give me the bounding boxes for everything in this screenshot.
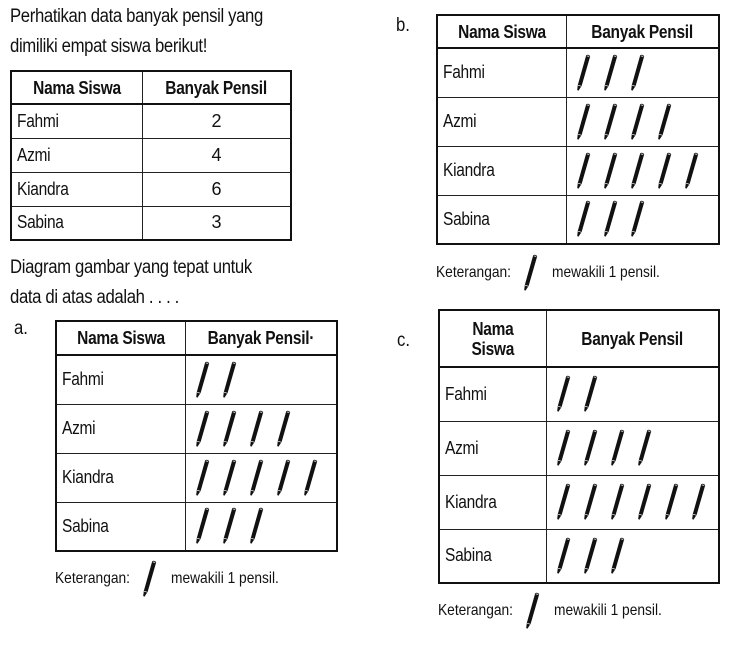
table-row [11,206,291,240]
pencil-group [567,152,718,190]
option-a-legend [55,560,297,598]
pencil-icon [222,410,249,448]
pencil-group [547,483,718,521]
pencil-icon [148,560,161,598]
pencil-icon [583,375,610,413]
table-row [439,421,719,475]
pencil-cell [547,421,720,475]
pencil-icon [276,410,303,448]
pencil-cell [547,475,720,529]
pencil-icon [630,54,657,92]
row-name: Sabina [56,502,186,551]
row-name: Azmi [437,97,567,146]
pencil-icon [222,361,249,399]
row-name: Azmi [439,421,547,475]
legend-suffix: mewakili 1 pensil. [171,570,280,587]
pencil-icon [603,200,630,238]
intro-line-2: dimiliki empat siswa berikut! [10,36,207,57]
pencil-group [186,361,336,399]
legend-suffix: mewakili 1 pensil. [554,602,663,619]
row-name: Sabina [437,195,567,244]
pencil-icon [630,152,657,190]
table-row [11,172,291,206]
row-name: Kiandra [11,172,143,206]
row-name: Fahmi [11,104,143,138]
option-b-label[interactable]: b. [396,15,410,36]
header-nama-siswa: Nama Siswa [56,321,186,355]
pencil-icon [249,459,276,497]
row-name: Fahmi [439,367,547,421]
table-row [437,195,719,244]
question-prompt [10,253,252,313]
legend-suffix: mewakili 1 pensil. [552,264,661,281]
pencil-icon [657,103,684,141]
pencil-icon [576,200,603,238]
pencil-icon [531,592,544,630]
pencil-group [547,429,718,467]
pencil-icon [610,483,637,521]
table-row [11,138,291,172]
option-a-label[interactable]: a. [14,318,28,339]
legend-prefix: Keterangan: [438,602,513,619]
pencil-icon [195,361,222,399]
pencil-icon [556,537,583,575]
pencil-icon [529,254,542,292]
pencil-icon [576,152,603,190]
legend-prefix: Keterangan: [436,264,511,281]
intro-line-1: Perhatikan data banyak pensil yang [10,6,263,27]
row-name: Fahmi [437,48,567,97]
pencil-group [186,507,336,545]
prompt-line-2: data di atas adalah . . . . [10,287,179,308]
pencil-icon [637,429,664,467]
pencil-icon [610,537,637,575]
row-name: Azmi [11,138,143,172]
pencil-cell [547,367,720,421]
pencil-cell [567,195,720,244]
pencil-icon [664,483,691,521]
option-c-header [439,310,719,367]
table-row [437,48,719,97]
header-banyak-pensil: Banyak Pensil [547,310,720,367]
pencil-icon [195,459,222,497]
pencil-icon [691,483,718,521]
pencil-icon [583,537,610,575]
option-c-table [438,309,720,584]
pencil-group [186,410,336,448]
legend-prefix: Keterangan: [55,570,130,587]
header-banyak-pensil: Banyak Pensil [143,71,292,104]
data-table-header [11,71,291,104]
table-row [437,97,719,146]
pencil-icon [222,459,249,497]
pencil-icon [249,507,276,545]
header-nama-siswa: Nama Siswa [11,71,143,104]
pencil-group [547,537,718,575]
pencil-icon [576,54,603,92]
pencil-icon [195,410,222,448]
pencil-cell [186,502,338,551]
row-value: 2 [143,104,292,138]
option-c-legend [438,592,680,630]
table-row [56,404,337,453]
header-banyak-pensil: Banyak Pensil· [186,321,338,355]
table-row [439,367,719,421]
header-banyak-pensil: Banyak Pensil [567,15,720,48]
row-value: 4 [143,138,292,172]
pencil-icon [556,375,583,413]
pencil-cell [186,355,338,404]
pencil-cell [547,529,720,583]
pencil-group [567,54,718,92]
option-a-header [56,321,337,355]
pencil-group [567,103,718,141]
pencil-icon [556,483,583,521]
prompt-line-1: Diagram gambar yang tepat untuk [10,257,252,278]
row-name: Kiandra [439,475,547,529]
pencil-icon [583,483,610,521]
pencil-icon [195,507,222,545]
pencil-cell [567,146,720,195]
question-intro [10,2,263,62]
header-nama-siswa: Nama Siswa [437,15,567,48]
option-b-header [437,15,719,48]
pencil-icon [556,429,583,467]
pencil-icon [603,152,630,190]
header-nama-siswa: Nama Siswa [439,310,547,367]
table-row [437,146,719,195]
pencil-icon [610,429,637,467]
data-table [10,70,292,241]
pencil-icon [249,410,276,448]
table-row [439,475,719,529]
pencil-icon [603,54,630,92]
row-name: Kiandra [56,453,186,502]
pencil-cell [186,404,338,453]
option-b-legend [436,254,678,292]
pencil-icon [684,152,711,190]
option-b-table [436,14,720,245]
pencil-icon [630,200,657,238]
pencil-icon [637,483,664,521]
row-name: Azmi [56,404,186,453]
pencil-cell [186,453,338,502]
option-a-table [55,320,338,552]
pencil-cell [567,48,720,97]
pencil-icon [276,459,303,497]
pencil-group [186,459,336,497]
pencil-icon [657,152,684,190]
row-name: Fahmi [56,355,186,404]
pencil-icon [576,103,603,141]
table-row [11,104,291,138]
pencil-group [567,200,718,238]
table-row [56,502,337,551]
pencil-icon [222,507,249,545]
row-value: 6 [143,172,292,206]
row-name: Sabina [439,529,547,583]
pencil-icon [603,103,630,141]
row-name: Kiandra [437,146,567,195]
pencil-icon [583,429,610,467]
pencil-group [547,375,718,413]
pencil-icon [630,103,657,141]
table-row [56,453,337,502]
table-row [56,355,337,404]
row-name: Sabina [11,206,143,240]
pencil-icon [303,459,330,497]
table-row [439,529,719,583]
row-value: 3 [143,206,292,240]
option-c-label[interactable]: c. [397,330,411,351]
pencil-cell [567,97,720,146]
